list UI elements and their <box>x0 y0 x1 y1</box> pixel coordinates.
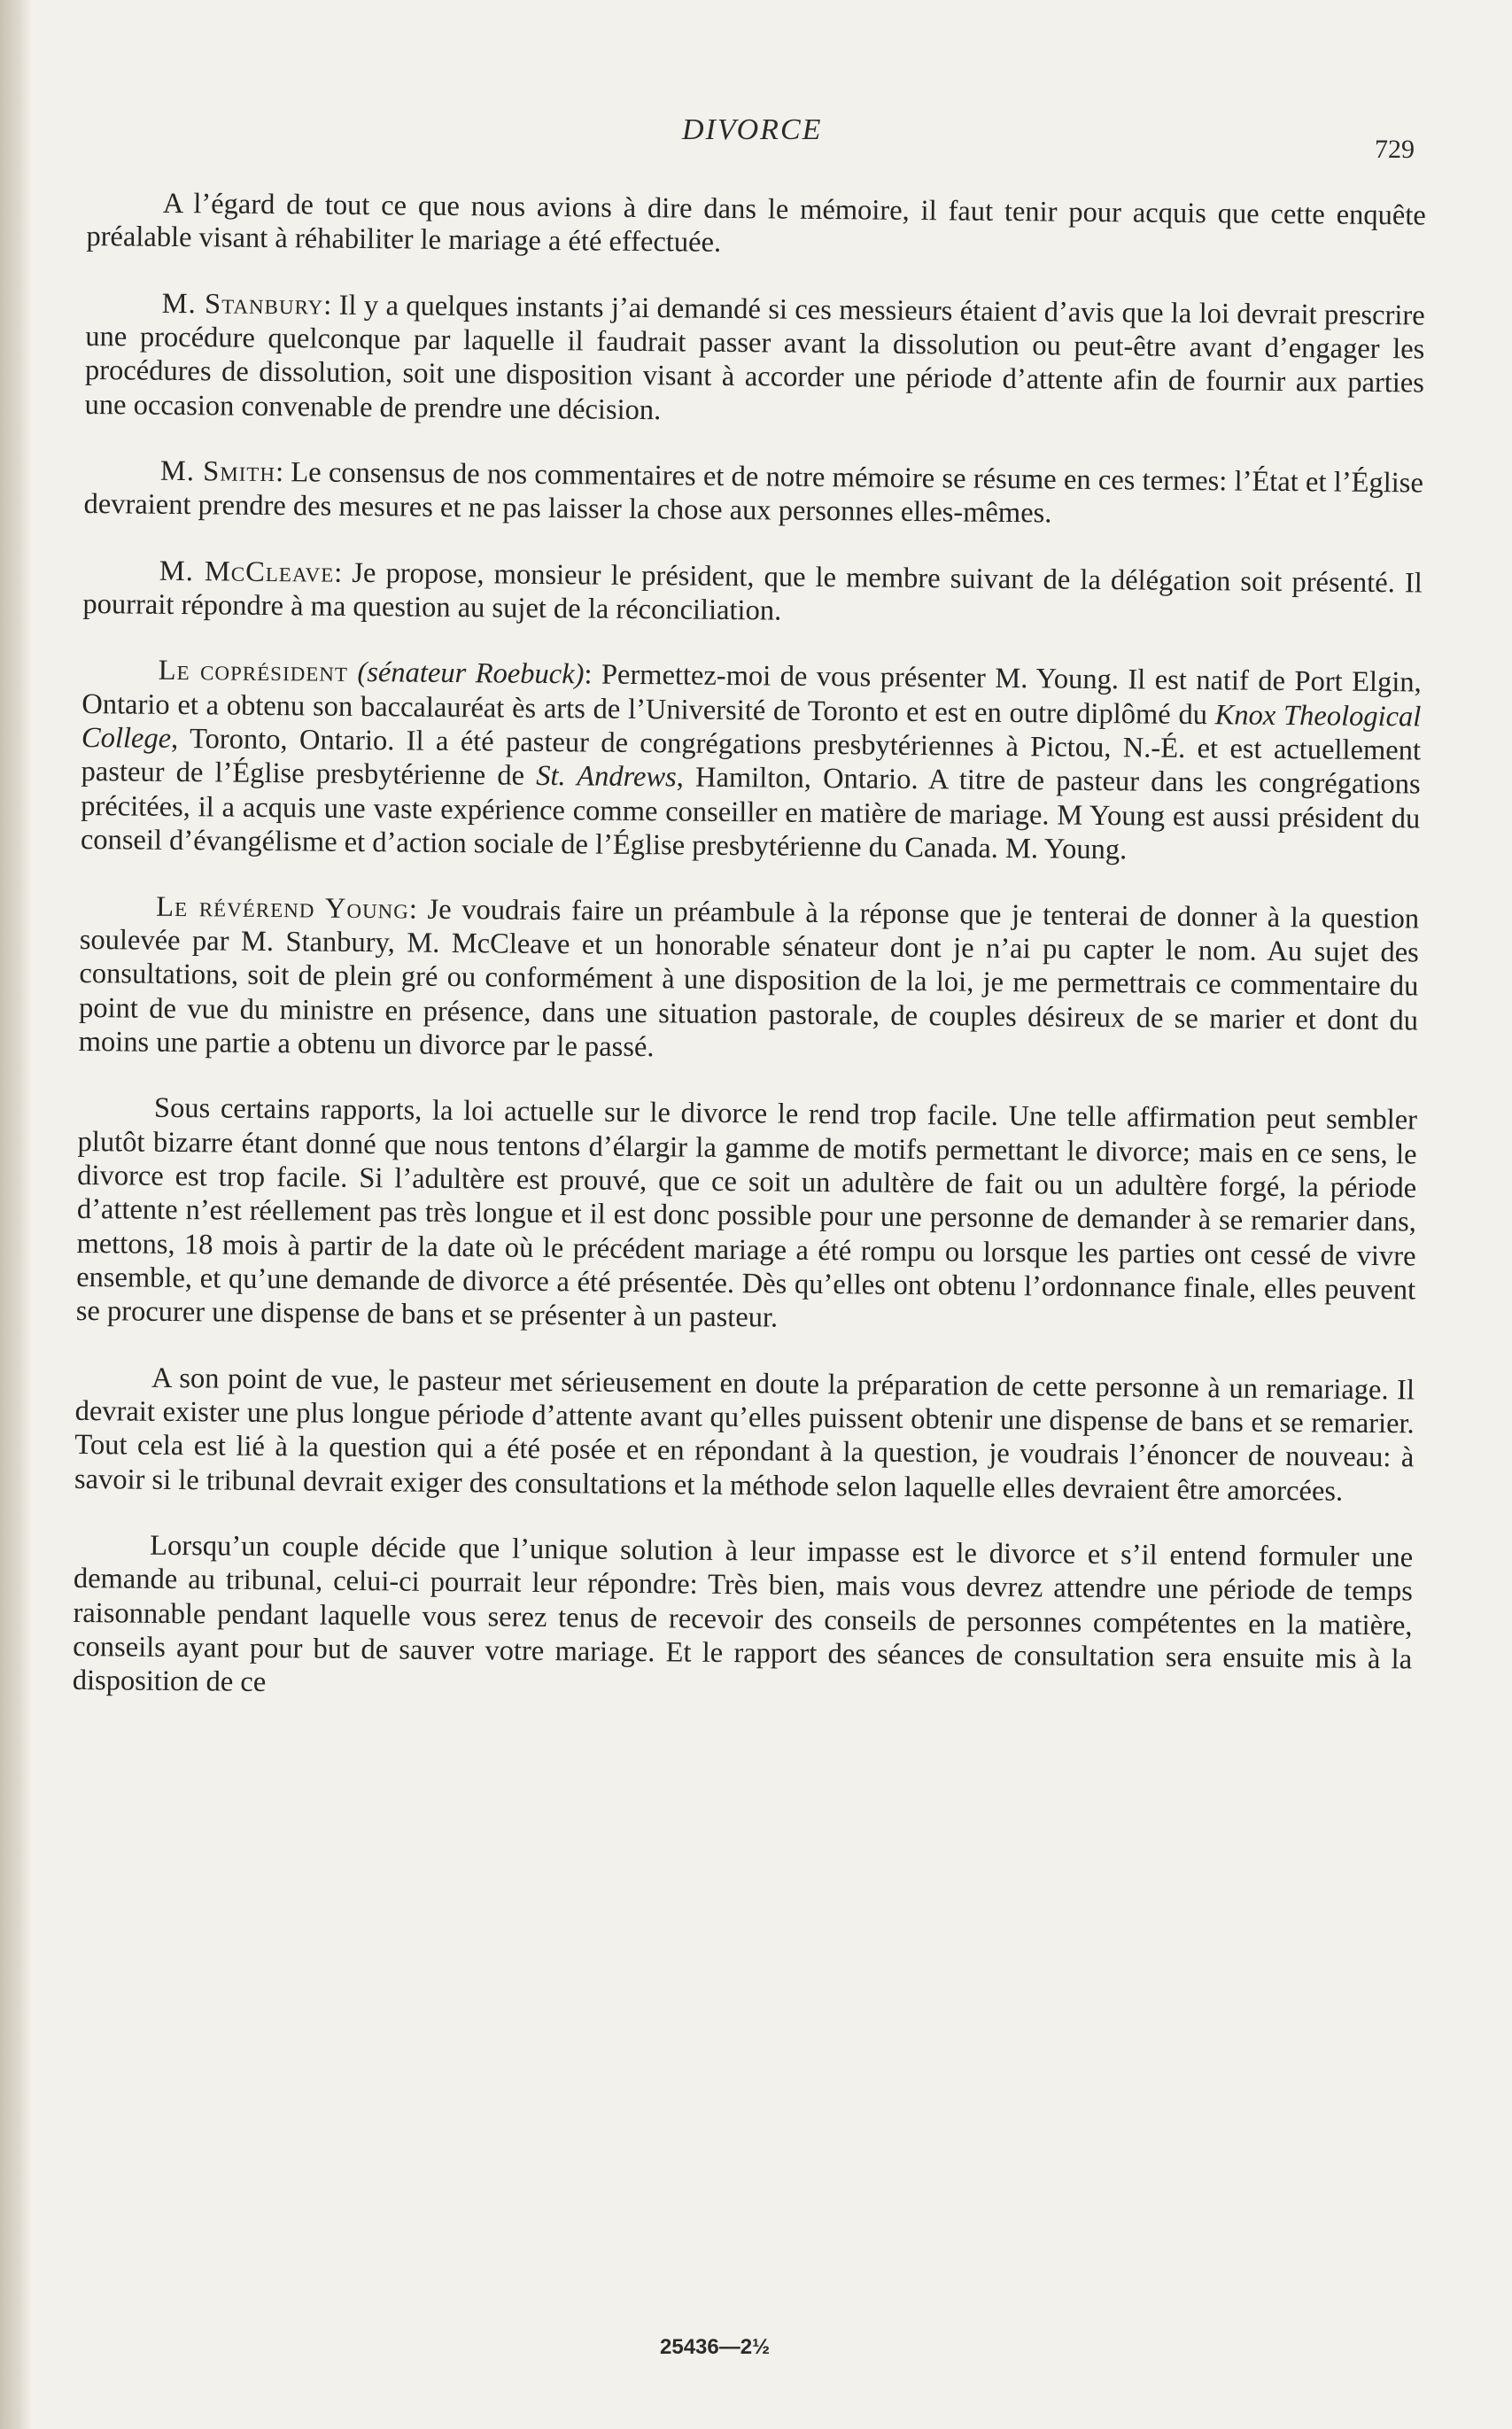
speaker-name: M. Stanbury <box>161 287 324 322</box>
paragraph-stanbury <box>84 286 1424 435</box>
paragraph-7 <box>76 1090 1418 1341</box>
speaker-name: Le coprésident <box>158 655 349 689</box>
church-name: St. Andrews <box>536 760 677 794</box>
body-text <box>72 186 1426 1742</box>
paragraph-mccleave <box>82 554 1423 634</box>
paragraph-1 <box>86 186 1426 267</box>
speaker-name: Le révérend Young <box>156 890 410 926</box>
paragraph-text: : Je voudrais faire un préambule à la réponse que je tenterai de donner à la question soulevée par M. Stanbury, M. McCleave et un honorable sénateur dont je n’ai pu capter le nom. Au sujet des consultations, soit de plein gré ou conformément à une disposition de la loi, je me permettrais ce commentaire du point de vue du ministre en présence, dans une situation pastorale, de couples désireux de se marier et dont du moins une partie a obtenu un divorce par le passé. <box>78 893 1420 1064</box>
print-code: 25436—2½ <box>660 2335 771 2359</box>
institution-name: Knox Theological College <box>81 699 1422 756</box>
paragraph-text: : Il y a quelques instants j’ai demandé si ces messieurs étaient d’avis que la loi devrait prescrire une procédure quelconque par laquelle il faudrait passer avant la dissolution ou peut-être avant d’engager les procédures de dissolution, soit une disposition visant à accorder une période d’attente afin de fournir aux parties une occasion convenable de prendre une décision. <box>84 289 1425 426</box>
paragraph-young <box>79 889 1420 1071</box>
paragraph-text: : Le consensus de nos commentaires et de notre mémoire se résume en ces termes: l’État et l’Église devraient prendre des mesures et ne pas laisser la chose aux personnes elles-mêmes. <box>83 456 1424 530</box>
paragraph-text: Lorsqu’un couple décide que l’unique solution à leur impasse est le divorce et s’il entend formuler une demande au tribunal, celui-ci pourrait leur répondre: Très bien, mais vous devrez attendre une période de temps raisonnable pendant laquelle vous serez tenus de recevoir des conseils de personnes compétentes en la matière, conseils ayant pour but de sauver votre mariage. Et le rapport des séances de consultation sera ensuite mis à la disposition de ce <box>72 1529 1414 1699</box>
paragraph-text: A l’égard de tout ce que nous avions à dire dans le mémoire, il faut tenir pour acquis que cette enquête préalable visant à réhabiliter le mariage a été effectuée. <box>86 187 1426 260</box>
running-title: DIVORCE <box>682 113 823 146</box>
paragraph-text: : Permettez-moi de vous présenter M. Young. Il est natif de Port Elgin, Ontario et a obtenu son baccalauréat ès arts de l’Université de Toronto et est en outre diplômé du <box>81 658 1422 732</box>
paragraph-text: : Je propose, monsieur le président, que le membre suivant de la délégation soit présenté. Il pourrait répondre à ma question au sujet de la réconciliation. <box>82 556 1423 627</box>
paragraph-text: A son point de vue, le pasteur met sérieusement en doute la préparation de cette personne à un remariage. Il devrait exister une plus longue période d’attente avant qu’elles puissent obtenir une dispense de bans et se remarier. Tout cela est lié à la question qui a été posée et en répondant à la question, je voudrais l’énoncer de nouveau: à savoir si le tribunal devrait exiger des consultations et la méthode selon laquelle elles devraient être amorcées. <box>74 1362 1415 1508</box>
paragraph-copresident <box>81 653 1422 870</box>
page-binding-edge <box>0 0 32 2429</box>
paragraph-9 <box>73 1528 1414 1711</box>
paragraph-text: , Toronto, Ontario. Il a été pasteur de congrégations presbytériennes à Pictou, N.-É. et est actuellement pasteur de l’Église presbytérienne de <box>81 723 1422 793</box>
speaker-name: M. McCleave <box>159 555 335 589</box>
page-header <box>0 113 1512 167</box>
speaker-name: M. Smith <box>159 454 276 489</box>
paragraph-text: Sous certains rapports, la loi actuelle sur le divorce le rend trop facile. Une telle affirmation peut sembler plutôt bizarre étant donné que nous tentons d’élargir la gamme de motifs permettant le divorce; mais en ce sens, le divorce est trop facile. Si l’adultère est prouvé, que ce soit un adultère de fait ou un adultère forgé, la période d’attente n’est réellement pas très longue et il est donc possible pour une personne de demander à se remarier dans, mettons, 18 mois à partir de la date où le précédent mariage a été rompu ou lorsque les parties ont cessé de vivre ensemble, et qu’une demande de divorce a été présentée. Dès qu’elles ont obtenu l’ordonnance finale, elles peuvent se procurer une dispense de bans et se présenter à un pasteur. <box>75 1091 1418 1334</box>
paragraph-text: , Hamilton, Ontario. A titre de pasteur dans les congrégations précitées, il a acquis une vaste expérience comme conseiller en matière de mariage. M Young est aussi président du conseil d’évangélisme et d’action sociale de l’Église presbytérienne du Canada. M. Young. <box>80 761 1421 866</box>
paragraph-smith <box>83 454 1423 534</box>
paragraph-8 <box>74 1361 1415 1509</box>
page-number: 729 <box>1375 135 1415 164</box>
speaker-note: (sénateur Roebuck) <box>357 656 585 691</box>
